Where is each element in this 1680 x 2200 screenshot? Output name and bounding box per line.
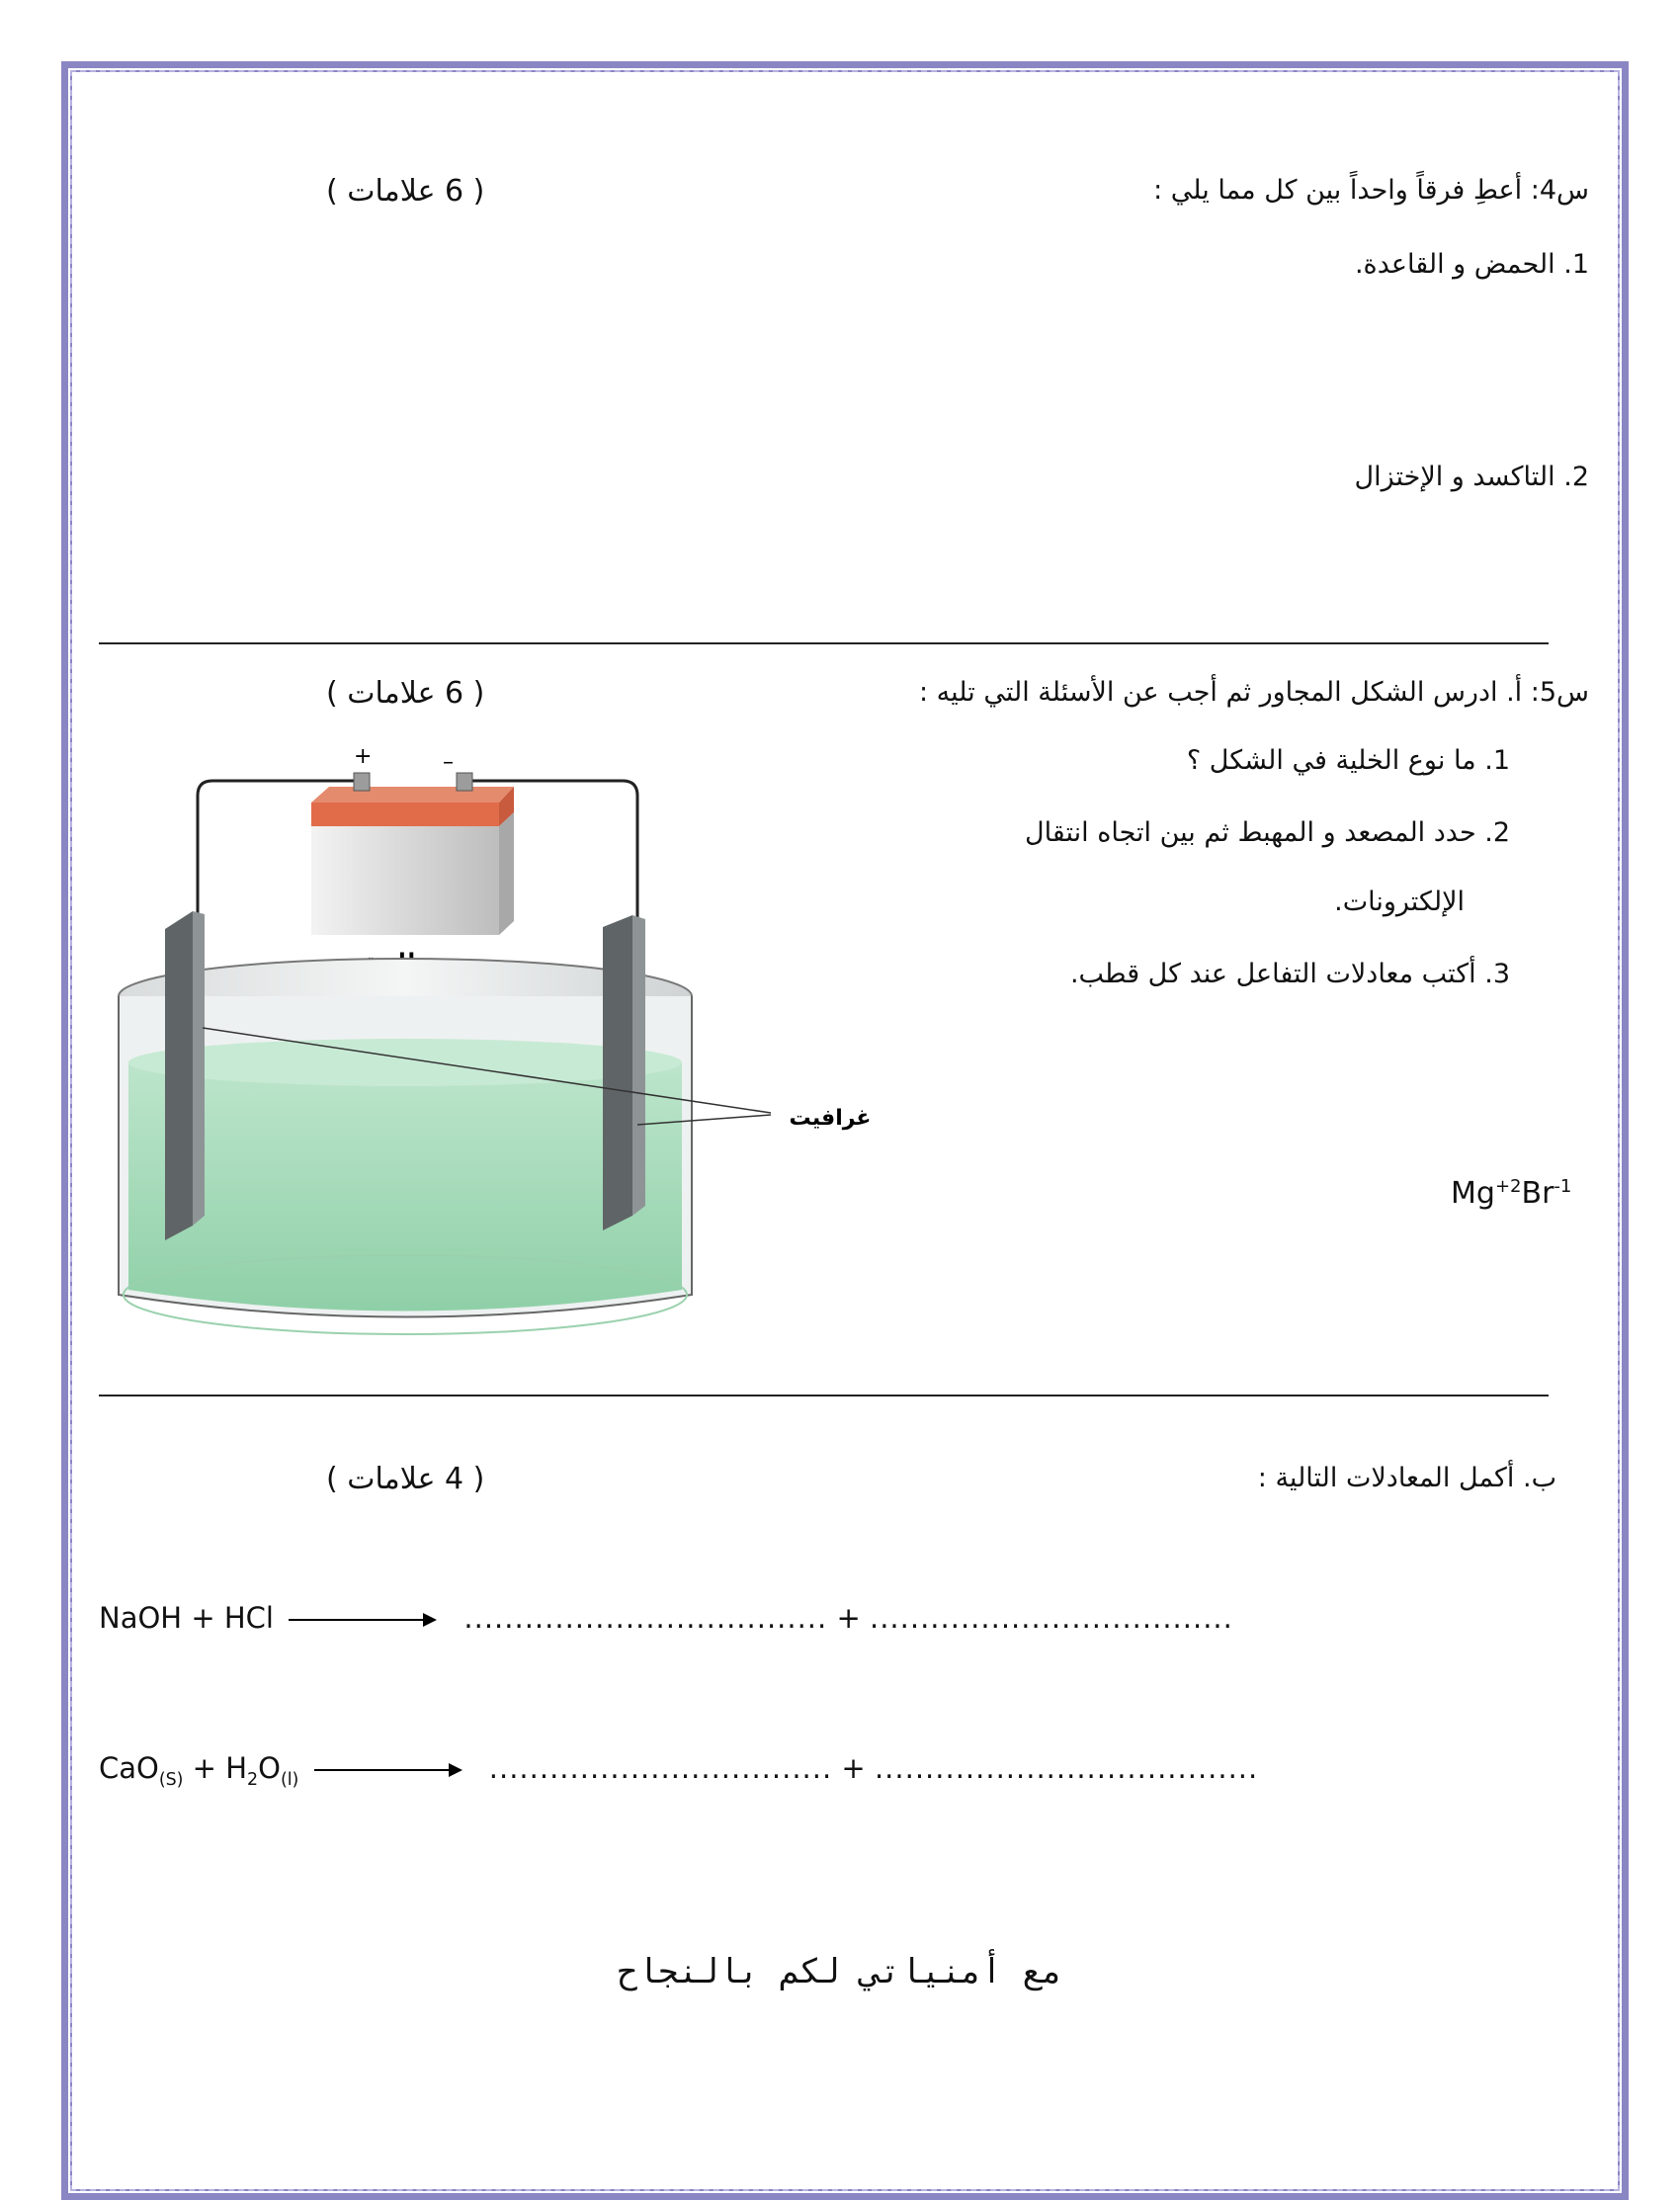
battery xyxy=(311,773,514,935)
q5-item-1: 1. ما نوع الخلية في الشكل ؟ xyxy=(1186,745,1510,776)
equation-1: NaOH + HCl .................................... + .................................... xyxy=(99,1601,1233,1635)
equation-2: $CaO_{(S)} + H_2O_{(l)}$ .................................. + ...................................... xyxy=(99,1751,1259,1790)
arrow-icon xyxy=(314,1763,462,1777)
q4-title: س4: أعطِ فرقاً واحداً بين كل مما يلي : xyxy=(1153,175,1589,206)
q4-marks: ( 6 علامات ) xyxy=(326,174,485,209)
graphite-label: غرافيت xyxy=(789,1106,872,1131)
eq2-blank-1[interactable]: .................................. xyxy=(488,1751,833,1785)
eq1-blank-2[interactable]: .................................... xyxy=(870,1601,1233,1635)
q5-item-2: 2. حدد المصعد و المهبط ثم بين اتجاه انتقال xyxy=(1024,817,1510,848)
plus-sign: + xyxy=(354,744,373,769)
electrode-right xyxy=(603,915,645,1230)
q5b-marks: ( 4 علامات ) xyxy=(326,1462,485,1496)
q5-marks: ( 6 علامات ) xyxy=(326,676,485,711)
closing-message: مع أمنياتي لكم بالنجاح xyxy=(617,1952,1063,1991)
q5-title: س5: أ. ادرس الشكل المجاور ثم أجب عن الأسئلة التي تليه : xyxy=(919,677,1589,708)
minus-sign: – xyxy=(443,750,454,775)
q4-item-2: 2. التاكسد و الإختزال xyxy=(1354,462,1589,492)
electrolyte-formula: $Mg^{+2}Br^{-1}$ xyxy=(1451,1176,1572,1211)
arrow-icon xyxy=(289,1613,437,1627)
divider-1 xyxy=(99,642,1549,644)
electrode-left xyxy=(165,911,205,1240)
q4-item-1: 1. الحمض و القاعدة. xyxy=(1354,249,1589,280)
q5-item-2-cont: الإلكترونات. xyxy=(1334,887,1465,917)
eq1-blank-1[interactable]: .................................... xyxy=(463,1601,828,1635)
q5b-title: ب. أكمل المعادلات التالية : xyxy=(1257,1463,1556,1493)
q5-item-3: 3. أكتب معادلات التفاعل عند كل قطب. xyxy=(1069,959,1510,989)
divider-2 xyxy=(99,1395,1549,1396)
eq2-blank-2[interactable]: ...................................... xyxy=(874,1751,1259,1785)
electrolysis-figure xyxy=(104,741,894,1354)
eq1-reactants: NaOH + HCl xyxy=(99,1601,274,1635)
electrolyte-liquid xyxy=(128,1051,682,1312)
